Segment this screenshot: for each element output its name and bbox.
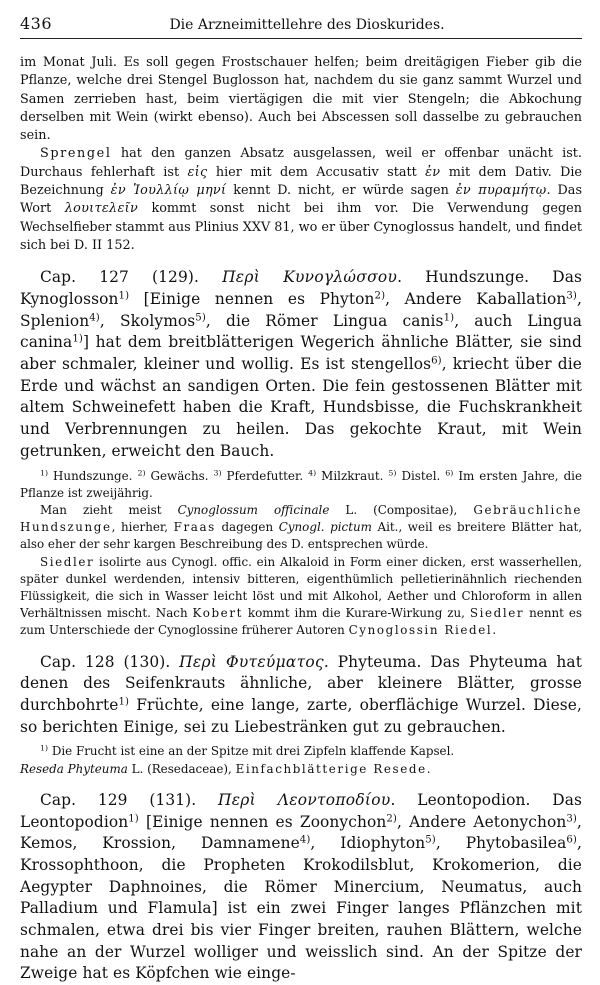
chapter-128: Cap. 128 (130). Περὶ Φυτεύματος. Phyteuma. Das Phyteuma hat denen des Seifenkrauts ähnliche, aber kleinere Blätter, grosse durchbohrte$^{1)}$ Früchte, eine lange, zarte, oberflächige Wurzel. Diese, so berichten Einige, sei zu Liebestränken gut zu gebrauchen. [20, 652, 582, 736]
chapter-127-number: Cap. 127 (129). [40, 268, 223, 287]
footnote-ref: 3) [566, 812, 577, 824]
page-number: 436 [20, 14, 53, 33]
greek-phrase: ἐν πυραμήτῳ [455, 183, 547, 199]
footnote-ref: 2) [374, 290, 386, 302]
footnote-ref: 4) [89, 312, 100, 324]
page [20, 14, 582, 985]
chapter-129: Cap. 129 (131). Περὶ Λεοντοποδίου. Leontopodion. Das Leontopodion$^{1)}$ [Einige nennen es Zoonychon$^{2)}$, Andere Aetonychon$^{3)}$, Kemos, Krossion, Damnamene$^{4)}$, Idiophyton$^{5)}$, Phytobasilea$^{6)}$, Krossophthoon, die Propheten Krokodilsblut, Krokomerion, die Aegypter Daphnoines, die Römer Minercium, Neumatus, auch Palladium und Flamula] ist ein zwei Finger langes Pflänzchen mit schmalen, etwa drei bis vier Finger breiten, rauhen Blättern, welche nahe an der Wurzel wolliger und weisslich sind. An der Spitze der Zweige hat es Köpfchen wie einge- [20, 790, 582, 983]
greek-phrase: ἐν Ἰουλλίῳ μηνί [110, 183, 227, 199]
footnote-ref: 1) [118, 290, 130, 302]
sprengel-note: Sprengel hat den ganzen Absatz ausgelassen, weil er offenbar unächt ist. Durchaus fehlerhaft ist εἰς hier mit dem Accusativ statt ἐν mit dem Dativ. Die Bezeichnung ἐν Ἰουλλίῳ μηνί kennt D. nicht, er würde sagen ἐν πυραμήτῳ. Das Wort λουιτελεῖν kommt sonst nicht bei ihm vor. Die Verwendung gegen Wechselfieber stammt aus Plinius XXV 81, wo er über Cynoglossus handelt, und findet sich bei D. II 152. [20, 146, 583, 253]
species-name: Cynoglossum officinale [177, 503, 330, 517]
chapter-127-footnotes: $^{1)}$ Hundszunge. $^{2)}$ Gewächs. $^{3)}$ Pferdefutter. $^{4)}$ Milzkraut. $^{5)}$ Distel. $^{6)}$ Im ersten Jahre, die Pflanze ist zweijährig. [20, 468, 583, 500]
footnote-ref: 6) [431, 355, 442, 367]
chapter-128-identification: Reseda Phyteuma L. (Resedaceae), Einfachblätterige Resede. [20, 761, 431, 776]
footnote-ref: 5) [425, 834, 436, 846]
greek-word: εἰς [187, 164, 208, 180]
chapter-129-number: Cap. 129 (131). [40, 790, 219, 809]
greek-word: λουιτελεῖν [64, 201, 139, 217]
footnote-ref: 1) [443, 312, 455, 324]
footnote-ref: 1) [72, 333, 83, 345]
footnote-ref: 1) [118, 696, 130, 708]
footnote-ref: 3) [566, 290, 577, 302]
running-header [20, 14, 582, 39]
footnote-ref: 4) [299, 834, 311, 846]
chapter-129-greek-title: Λεοντοποδίου [277, 790, 391, 809]
chapter-127-commentary-identification: Man zieht meist Cynoglossum officinale L. (Compositae), Gebräuchliche Hundszunge, hierher, Fraas dagegen Cynogl. pictum Ait., weil es breitere Blätter hat, also eher der sehr kargen Beschreibung des D. entsprechen würde. [20, 503, 583, 552]
chapter-127-greek-title: Κυνογλώσσου [283, 268, 398, 287]
footnote-ref: 1) [128, 812, 139, 824]
chapter-128-footnote: $^{1)}$ Die Frucht ist eine an der Spitze mit drei Zipfeln klaffende Kapsel. [40, 744, 455, 759]
chapter-127-commentary-chemistry: Siedler isolirte aus Cynogl. offic. ein Alkaloid in Form einer dicken, erst wasserhellen, später dunkel werdenden, intensiv bitteren, eigenthümlich pelletierinähnlich riechenden Flüssigkeit, die sich in Wasser leicht löst und mit Alkohol, Aether und Chloroform in allen Verhältnissen mischt. Nach Kobert kommt ihm die Kurare-Wirkung zu, Siedler nennt es zum Unterschiede der Cynoglossine früherer Autoren Cynoglossin Riedel. [20, 554, 582, 638]
chapter-128-greek-title: Φυτεύματος [225, 652, 324, 671]
running-title: Die Arzneimittellehre des Dioskurides. [169, 17, 445, 33]
footnote-ref: 5) [195, 312, 206, 324]
chapter-128-number: Cap. 128 (130). [40, 652, 180, 671]
intro-paragraph: im Monat Juli. Es soll gegen Frostschauer helfen; beim dreitägigen Fieber gib die Pflanze, welche drei Stengel Buglosson hat, nachdem du sie ganz sammt Wurzel und Samen zerrieben hast, beim viertägigen die mit vier Stengeln; die Abkochung derselben mit Wein (wirkt ebenso). Auch bei Abscessen soll dasselbe zu gebrauchen sein. [20, 55, 582, 144]
greek-word: ἐν [425, 164, 441, 180]
footnote-ref: 2) [386, 812, 397, 824]
author-sprengel: Sprengel [40, 146, 112, 162]
footnote-ref: 6) [566, 834, 577, 846]
species-name: Cynogl. pictum [278, 520, 372, 535]
chapter-127: Cap. 127 (129). Περὶ Κυνογλώσσου. Hundszunge. Das Kynoglosson$^{1)}$ [Einige nennen es Phyton$^{2)}$, Andere Kaballation$^{3)}$, Splenion$^{4)}$, Skolymos$^{5)}$, die Römer Lingua canis$^{1)}$, auch Lingua canina$^{1)}$] hat dem breitblätterigen Wegerich ähnliche Blätter, sie sind aber schmaler, kleiner und wollig. Es ist stengellos$^{6)}$, kriecht über die Erde und wächst an sandigen Orten. Die fein gestossenen Blätter mit altem Schweinefett haben die Kraft, Hundsbisse, die Fuchskrankheit und Verbrennungen zu heilen. Das gekochte Kraut, mit Wein getrunken, erweicht den Bauch. [20, 268, 583, 460]
species-name: Reseda Phyteuma [20, 761, 128, 776]
